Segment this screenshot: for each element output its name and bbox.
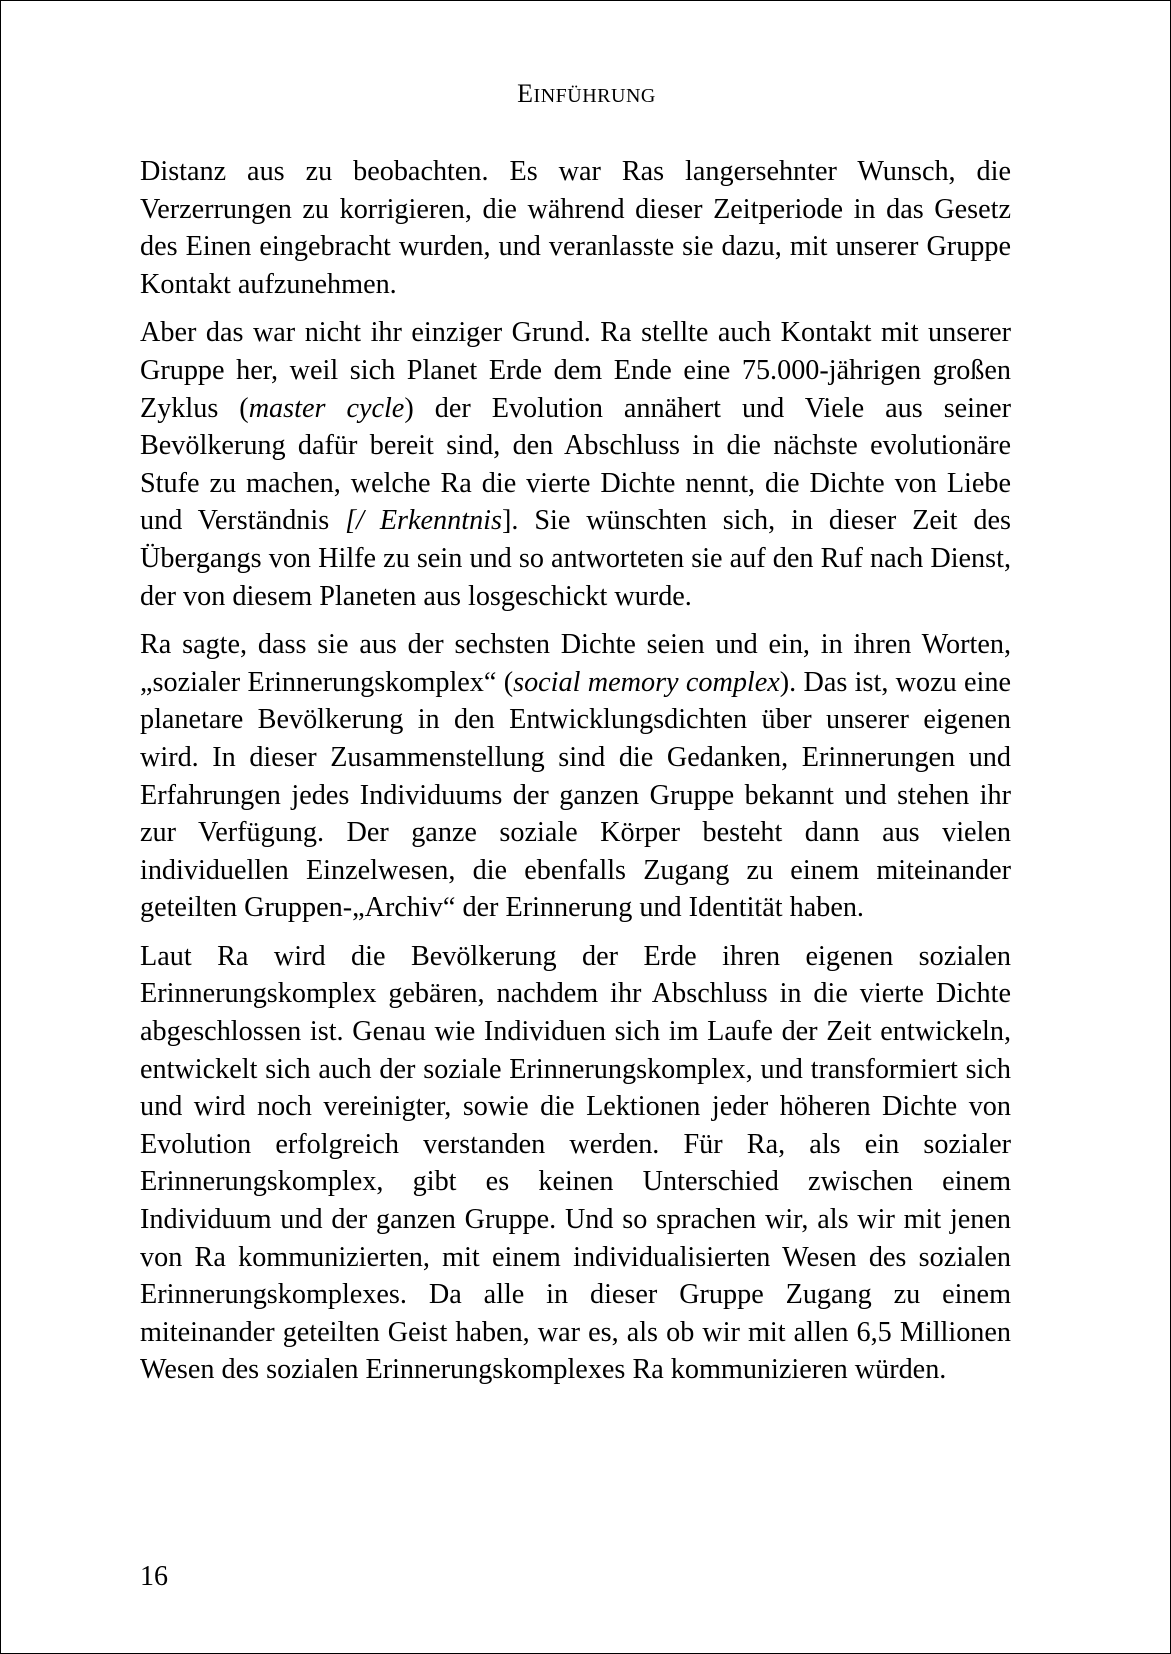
paragraph-2-text-c: ]. Sie wünschten sich, in dieser Zeit des Übergangs von Hilfe zu sein und so antworteten sie auf den Ruf nach Dienst, der von diesem Planeten aus losgeschickt wurde. <box>140 505 1011 612</box>
paragraph-4-text: Laut Ra wird die Bevölkerung der Erde ihren eigenen sozialen Erinnerungskomplex gebären, nachdem ihr Abschluss in die vierte Dichte abgeschlossen ist. Genau wie Individuen sich im Laufe der Zeit entwickeln, entwickelt sich auch der soziale Erinnerungskomplex, und transformiert sich und wird noch vereinigter, sowie die Lektionen jeder höheren Dichte von Evolution erfolgreich verstanden werden. Für Ra, als ein sozialer Erinnerungskomplex, gibt es keinen Unterschied zwischen einem Individuum und der ganzen Gruppe. Und so sprachen wir, als wir mit jenen von Ra kommunizierten, mit einem individualisierten Wesen des sozialen Erinnerungskomplexes. Da alle in dieser Gruppe Zugang zu einem miteinander geteilten Geist haben, war es, als ob wir mit allen 6,5 Millionen Wesen des sozialen Erinnerungskomplexes Ra kommunizieren würden. <box>140 940 1011 1386</box>
running-head-initial: E <box>517 79 534 108</box>
paragraph-3 <box>140 626 1011 927</box>
paragraph-2-italic-term: master cycle <box>248 392 405 424</box>
paragraph-2-italic-bracket: [/ Erkenntnis <box>345 505 502 537</box>
paragraph-4 <box>140 938 1011 1389</box>
paragraph-3-italic-term: social memory complex <box>513 666 780 698</box>
running-head-rest: INFÜHRUNG <box>533 85 656 107</box>
paragraph-3-text-b: ). Das ist, wozu eine planetare Bevölkerung in den Entwicklungsdichten über unserer eigenen wird. In dieser Zusammenstellung sind die Gedanken, Erinnerungen und Erfahrungen jedes Individuums der ganzen Gruppe bekannt und stehen ihr zur Verfügung. Der ganze soziale Körper besteht dann aus vielen individuellen Einzelwesen, die ebenfalls Zugang zu einem miteinander geteilten Gruppen-„Archiv“ der Erinnerung und Identität haben. <box>140 666 1011 924</box>
running-head <box>1 79 1171 111</box>
paragraph-1-text: Distanz aus zu beobachten. Es war Ras langersehnter Wunsch, die Verzerrungen zu korrigieren, die während dieser Zeitperiode in das Gesetz des Einen eingebracht wurden, und veranlasste sie dazu, mit unserer Gruppe Kontakt aufzunehmen. <box>140 156 1011 300</box>
paragraph-3-text-a: Ra sagte, dass sie aus der sechsten Dichte seien und ein, in ihren Worten, „sozialer Erinnerungskomplex“ ( <box>140 629 1011 698</box>
page-number: 16 <box>140 1561 168 1592</box>
body-text <box>140 153 1011 1400</box>
paragraph-2 <box>140 314 1011 615</box>
paragraph-1 <box>140 153 1011 303</box>
paragraph-2-text-b: ) der Evolution annähert und Viele aus seiner Bevölkerung dafür bereit sind, den Abschluss in die nächste evolutionäre Stufe zu machen, welche Ra die vierte Dichte nennt, die Dichte von Liebe und Verständnis <box>140 392 1012 537</box>
paragraph-2-text-a: Aber das war nicht ihr einziger Grund. Ra stellte auch Kontakt mit unserer Gruppe her, weil sich Planet Erde dem Ende eine 75.000-jährigen großen Zyklus ( <box>140 317 1011 424</box>
